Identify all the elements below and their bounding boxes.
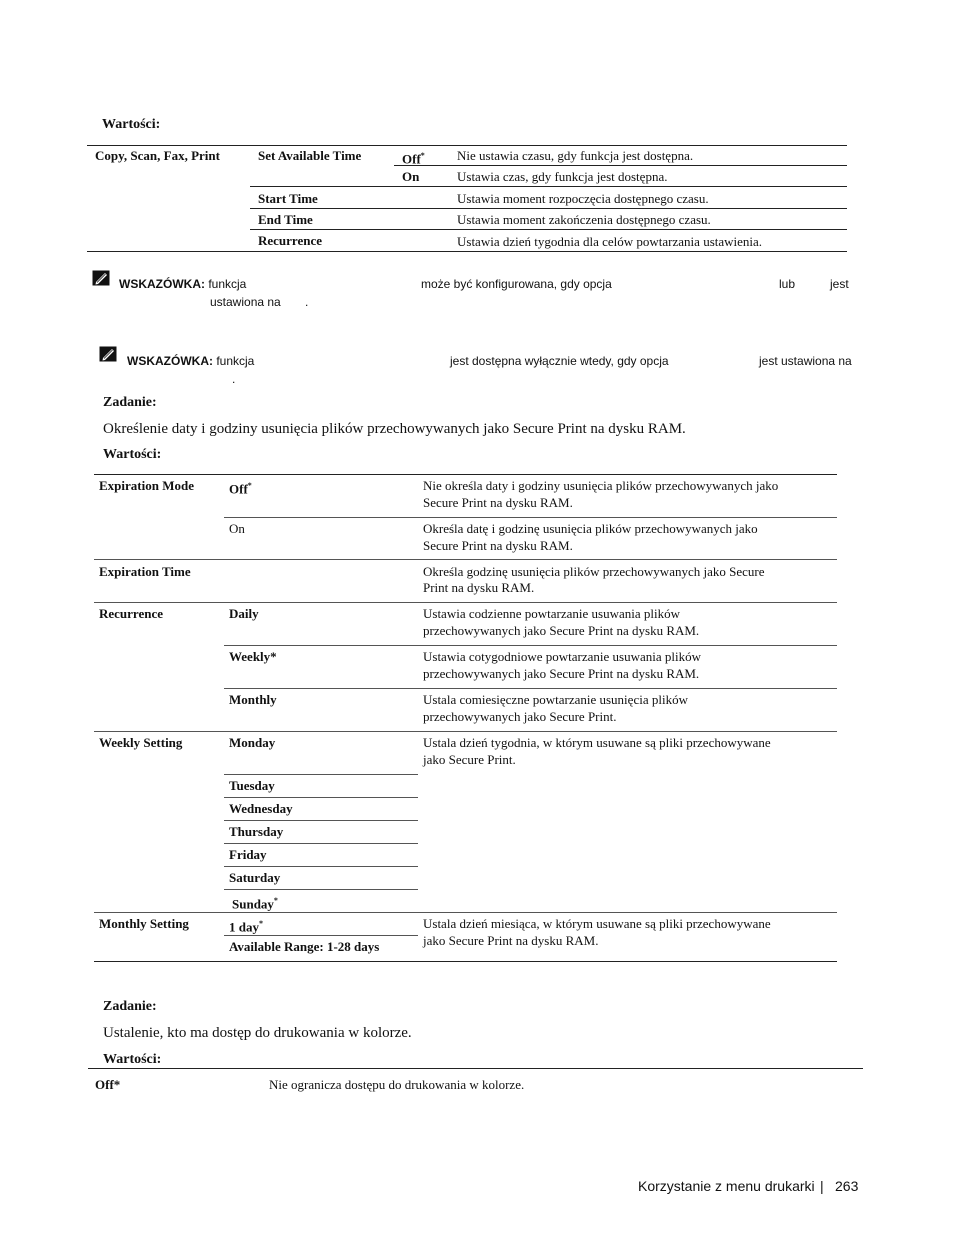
day-sunday: Sunday* bbox=[232, 896, 278, 912]
value-daily: Daily bbox=[229, 606, 259, 621]
divider bbox=[250, 208, 847, 209]
value-off: Off* bbox=[229, 481, 252, 497]
value-description: Ustawia moment rozpoczęcia dostępnego czasu. bbox=[457, 191, 709, 206]
table-bottom-rule bbox=[87, 251, 847, 252]
setting-label: Start Time bbox=[258, 191, 318, 206]
note-text: . bbox=[232, 372, 236, 386]
value-description: Nie określa daty i godziny usunięcia plików przechowywanych jako bbox=[423, 478, 779, 493]
note-text: jest dostępna wyłącznie wtedy, gdy opcja bbox=[450, 354, 669, 368]
day-monday: Monday bbox=[229, 735, 276, 750]
divider bbox=[224, 645, 837, 646]
divider bbox=[394, 165, 847, 166]
value-on: On bbox=[402, 169, 420, 184]
note-text: ustawiona na bbox=[210, 295, 281, 309]
value-one-day: 1 day* bbox=[229, 919, 263, 935]
divider bbox=[224, 866, 418, 867]
setting-label: End Time bbox=[258, 212, 313, 227]
table-top-rule bbox=[87, 145, 847, 146]
value-description: Secure Print na dysku RAM. bbox=[423, 538, 573, 553]
values-label: Wartości: bbox=[103, 447, 162, 462]
footer-separator: | bbox=[820, 1178, 824, 1194]
value-description: przechowywanych jako Secure Print na dysku RAM. bbox=[423, 623, 700, 638]
value-description: Ustawia cotygodniowe powtarzanie usuwania plików bbox=[423, 649, 701, 664]
note-text: WSKAZÓWKA: funkcja bbox=[127, 354, 255, 368]
note-pencil-icon bbox=[99, 346, 117, 362]
setting-label: Set Available Time bbox=[258, 148, 362, 163]
value-off: Off* bbox=[402, 151, 425, 167]
task-text: Określenie daty i godziny usunięcia plików przechowywanych jako Secure Print na dysku RAM. bbox=[103, 421, 686, 437]
value-description: jako Secure Print. bbox=[423, 752, 516, 767]
page-number: 263 bbox=[835, 1178, 859, 1194]
day-saturday: Saturday bbox=[229, 870, 281, 885]
divider bbox=[250, 229, 847, 230]
divider bbox=[94, 559, 837, 560]
note-text: . bbox=[305, 295, 309, 309]
divider bbox=[224, 889, 418, 890]
note-text: może być konfigurowana, gdy opcja bbox=[421, 277, 612, 291]
table-top-rule bbox=[94, 474, 837, 475]
note-text: jest bbox=[830, 277, 849, 291]
day-friday: Friday bbox=[229, 847, 267, 862]
value-range: Available Range: 1-28 days bbox=[229, 939, 380, 954]
setting-label: Expiration Mode bbox=[99, 478, 194, 493]
task-label: Zadanie: bbox=[103, 395, 157, 410]
value-on: On bbox=[229, 521, 245, 536]
note-text: WSKAZÓWKA: funkcja bbox=[119, 277, 247, 291]
task-label: Zadanie: bbox=[103, 999, 157, 1014]
value-weekly: Weekly* bbox=[229, 649, 277, 664]
table-bottom-rule bbox=[94, 961, 837, 962]
divider bbox=[94, 602, 837, 603]
day-tuesday: Tuesday bbox=[229, 778, 275, 793]
function-label: Copy, Scan, Fax, Print bbox=[95, 148, 220, 163]
values-label: Wartości: bbox=[103, 1052, 162, 1067]
value-description: przechowywanych jako Secure Print na dysku RAM. bbox=[423, 666, 700, 681]
setting-label: Monthly Setting bbox=[99, 916, 189, 931]
setting-label: Expiration Time bbox=[99, 564, 191, 579]
setting-label: Recurrence bbox=[258, 233, 323, 248]
setting-label: Recurrence bbox=[99, 606, 164, 621]
value-description: Określa godzinę usunięcia plików przechowywanych jako Secure bbox=[423, 564, 765, 579]
value-monthly: Monthly bbox=[229, 692, 277, 707]
note-text: lub bbox=[779, 277, 796, 291]
divider bbox=[224, 935, 418, 936]
value-off: Off* bbox=[95, 1077, 121, 1092]
task-text: Ustalenie, kto ma dostęp do drukowania w kolorze. bbox=[103, 1025, 412, 1041]
note-text: jest ustawiona na bbox=[759, 354, 852, 368]
value-description: Ustala comiesięczne powtarzanie usunięcia plików bbox=[423, 692, 688, 707]
divider bbox=[250, 186, 847, 187]
divider bbox=[224, 797, 418, 798]
day-thursday: Thursday bbox=[229, 824, 284, 839]
values-label: Wartości: bbox=[102, 117, 161, 132]
footer-section-title: Korzystanie z menu drukarki bbox=[638, 1178, 815, 1194]
value-description: Nie ogranicza dostępu do drukowania w kolorze. bbox=[269, 1077, 525, 1092]
value-description: Secure Print na dysku RAM. bbox=[423, 495, 573, 510]
value-description: Nie ustawia czasu, gdy funkcja jest dostępna. bbox=[457, 148, 694, 163]
value-description: Ustawia czas, gdy funkcja jest dostępna. bbox=[457, 169, 668, 184]
value-description: jako Secure Print na dysku RAM. bbox=[423, 933, 599, 948]
value-description: przechowywanych jako Secure Print. bbox=[423, 709, 617, 724]
divider bbox=[224, 774, 418, 775]
value-description: Określa datę i godzinę usunięcia plików przechowywanych jako bbox=[423, 521, 758, 536]
value-description: Ustala dzień tygodnia, w którym usuwane są pliki przechowywane bbox=[423, 735, 771, 750]
divider bbox=[224, 843, 418, 844]
table-top-rule bbox=[88, 1068, 863, 1069]
value-description: Ustawia codzienne powtarzanie usuwania plików bbox=[423, 606, 681, 621]
value-description: Ustala dzień miesiąca, w którym usuwane są pliki przechowywane bbox=[423, 916, 771, 931]
divider bbox=[224, 517, 837, 518]
divider bbox=[224, 688, 837, 689]
note-pencil-icon bbox=[92, 270, 110, 286]
divider bbox=[94, 731, 837, 732]
day-wednesday: Wednesday bbox=[229, 801, 293, 816]
divider bbox=[94, 912, 837, 913]
value-description: Ustawia moment zakończenia dostępnego czasu. bbox=[457, 212, 711, 227]
value-description: Print na dysku RAM. bbox=[423, 580, 535, 595]
setting-label: Weekly Setting bbox=[99, 735, 183, 750]
value-description: Ustawia dzień tygodnia dla celów powtarzania ustawienia. bbox=[457, 234, 763, 249]
divider bbox=[224, 820, 418, 821]
